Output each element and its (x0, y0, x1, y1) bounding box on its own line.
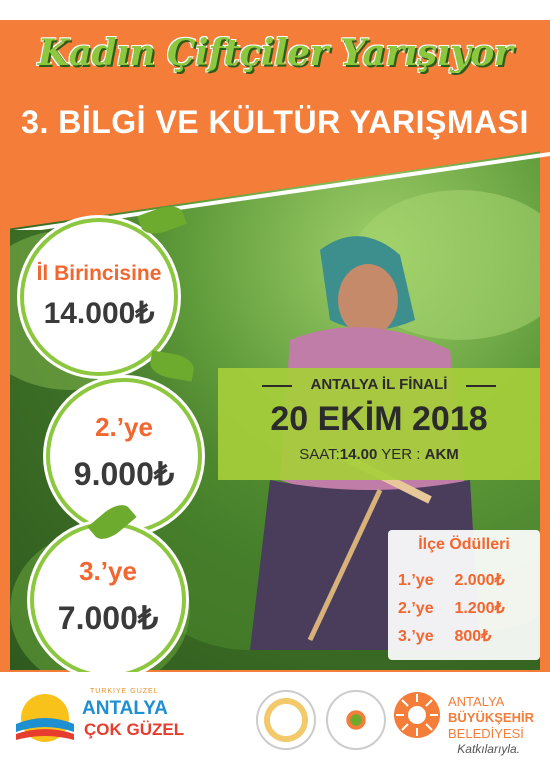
ministry-logo (256, 690, 316, 750)
prize-second-amount: 9.000₺ (73, 456, 175, 492)
municipality-name-2: BÜYÜKŞEHİR (448, 710, 534, 725)
district-rank: 3.’ye (398, 628, 434, 645)
municipality-name-1: ANTALYA (448, 694, 505, 709)
municipality-name-3: BELEDİYESİ (448, 726, 524, 741)
script-title: Kadın Çiftçiler Yarışıyor (37, 32, 513, 74)
district-amount: 2.000₺ (454, 572, 505, 589)
final-banner (218, 368, 540, 480)
district-rank: 2.’ye (398, 600, 434, 617)
district-row (398, 570, 538, 590)
logo-tagline: TURKIYE GUZEL (90, 688, 159, 695)
antalya-cok-guzel-logo (10, 688, 80, 748)
prize-third-label: 3.’ye (79, 556, 137, 586)
place-label: YER : (381, 446, 421, 463)
prize-third-circle (30, 522, 186, 678)
logo-antalya: ANTALYA (82, 698, 168, 719)
logo-cok-guzel: ÇOK GÜZEL (84, 720, 185, 739)
final-title: ANTALYA İL FİNALİ (310, 376, 448, 393)
district-amount: 1.200₺ (454, 600, 505, 617)
prize-first-amount: 14.000₺ (43, 297, 155, 330)
credit-text: Katkılarıyla. (457, 742, 520, 756)
prize-first-label: İl Birincisine (36, 262, 162, 285)
district-rank: 1.’ye (398, 572, 434, 589)
district-prizes-box (388, 530, 540, 660)
district-amount: 800₺ (454, 628, 492, 645)
final-date: 20 EKİM 2018 (270, 400, 488, 438)
district-row (398, 626, 538, 646)
final-time-place (218, 446, 540, 463)
time-label: SAAT: (299, 446, 340, 463)
district-row (398, 598, 538, 618)
time-value: 14.00 (339, 446, 378, 463)
governorship-logo (326, 690, 386, 750)
prize-second-label: 2.’ye (95, 412, 153, 442)
prize-third-amount: 7.000₺ (57, 600, 159, 636)
main-title: 3. BİLGİ VE KÜLTÜR YARIŞMASI (21, 104, 529, 140)
place-value: AKM (424, 446, 459, 463)
district-title: İlçe Ödülleri (418, 536, 510, 553)
antalya-municipality-logo (392, 690, 442, 740)
divider (466, 385, 496, 387)
